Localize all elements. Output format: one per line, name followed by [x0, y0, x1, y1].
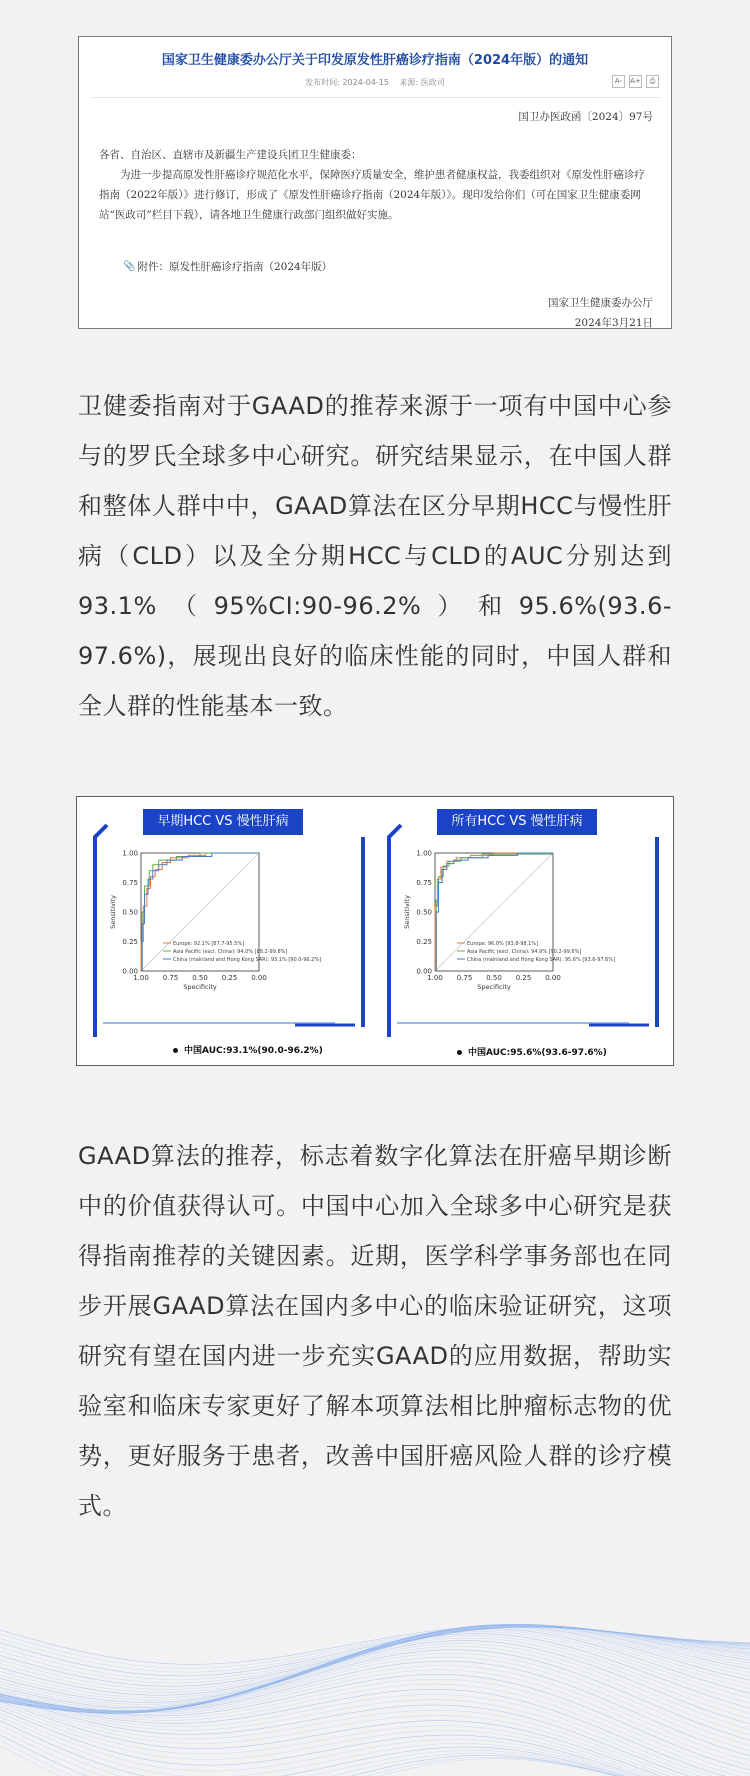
x-tick-label: 1.00	[427, 974, 443, 982]
roc-figure	[76, 796, 674, 1066]
text-tools	[612, 75, 659, 88]
attachment-label: 附件：原发性肝癌诊疗指南（2024年版）	[137, 261, 333, 273]
legend-entry: Asia Pacific (excl. China): 94.9% [90.2-99.6%]	[467, 949, 582, 955]
font-increase-button[interactable]: A+	[629, 75, 642, 88]
legend-entry: Europe: 92.1% [87.7-95.5%]	[173, 941, 245, 947]
wave-line	[0, 1653, 750, 1745]
y-tick-label: 0.00	[416, 967, 432, 976]
x-tick-label: 0.00	[545, 974, 561, 982]
decorative-waves	[0, 1520, 750, 1776]
y-tick-label: 0.50	[122, 908, 138, 917]
wave-line	[0, 1713, 750, 1776]
frame-bracket-left	[95, 825, 107, 1037]
frame-bracket-left	[389, 825, 401, 1037]
issue-date: 2024年3月21日	[574, 317, 653, 329]
y-axis-label: Sensitivity	[403, 895, 411, 929]
legend-entry: China (mainland and Hong Kong SAR): 95.6% [93.6-97.6%]	[467, 957, 616, 963]
legend-entry: China (mainland and Hong Kong SAR): 93.1% [90.0-96.2%]	[173, 957, 322, 963]
roc-chart-all	[377, 797, 669, 1067]
x-tick-label: 0.25	[515, 974, 532, 982]
y-tick-label: 0.50	[416, 908, 432, 917]
china-auc	[457, 1045, 607, 1058]
y-tick-label: 0.75	[416, 879, 432, 887]
x-tick-label: 0.50	[192, 974, 208, 982]
roc-panel-all	[377, 797, 669, 1067]
font-decrease-button[interactable]: A-	[612, 75, 625, 88]
y-tick-label: 0.25	[416, 938, 432, 946]
print-icon[interactable]: ⎙	[646, 75, 659, 88]
y-tick-label: 1.00	[122, 849, 138, 858]
wave-line	[0, 1689, 750, 1776]
legend-entry: Europe: 96.0% [93.8-98.1%]	[467, 941, 539, 947]
attachment-link[interactable]	[123, 259, 332, 274]
notice-meta	[79, 77, 671, 88]
panel-title: 早期HCC VS 慢性肝病	[143, 809, 303, 835]
panel-title: 所有HCC VS 慢性肝病	[437, 809, 597, 835]
bullet-icon	[173, 1048, 178, 1053]
roc-panel-early	[83, 797, 375, 1067]
x-tick-label: 1.00	[133, 974, 149, 982]
y-tick-label: 0.25	[122, 938, 138, 946]
china-auc	[173, 1043, 323, 1056]
legend-entry: Asia Pacific (excl. China): 94.0% [88.2-99.8%]	[173, 949, 288, 955]
y-tick-label: 0.75	[122, 879, 138, 887]
y-axis-label: Sensitivity	[109, 895, 117, 929]
x-tick-label: 0.25	[221, 974, 238, 982]
wave-line	[0, 1625, 750, 1713]
x-axis-label: Specificity	[183, 983, 217, 991]
source: 来源: 医政司	[399, 78, 445, 87]
issuing-office: 国家卫生健康委办公厅	[548, 297, 653, 309]
x-tick-label: 0.75	[162, 974, 179, 982]
china-auc-label: 中国AUC:95.6%(93.6-97.6%)	[468, 1048, 607, 1058]
paragraph-1: 卫健委指南对于GAAD的推荐来源于一项有中国中心参与的罗氏全球多中心研究。研究结果显示，在中国人群和整体人群中中，GAAD算法在区分早期HCC与慢性肝病（CLD）以及全分期HCC与CLD的AUC分别达到93.1%（95%CI:90-96.2%）和95.6%(93.6-97.6%)，展现出良好的临床性能的同时，中国人群和全人群的性能基本一致。	[78, 392, 672, 720]
notice-card	[78, 36, 672, 329]
x-tick-label: 0.50	[486, 974, 502, 982]
notice-body: 为进一步提高原发性肝癌诊疗规范化水平，保障医疗质量安全，维护患者健康权益，我委组织对《原发性肝癌诊疗指南（2022年版）》进行修订，形成了《原发性肝癌诊疗指南（2024年版）》。现印发给你们（可在国家卫生健康委网站“医政司”栏目下载），请各地卫生健康行政部门组织做好实施。	[99, 169, 645, 221]
y-tick-label: 0.00	[122, 967, 138, 976]
wave-line	[0, 1647, 750, 1735]
wave-line	[0, 1735, 750, 1776]
x-tick-label: 0.00	[251, 974, 267, 982]
x-tick-label: 0.75	[456, 974, 473, 982]
publish-date: 发布时间: 2024-04-15	[305, 78, 389, 87]
x-axis-label: Specificity	[477, 983, 511, 991]
divider	[91, 97, 659, 98]
y-tick-label: 1.00	[416, 849, 432, 858]
wave-line	[0, 1725, 750, 1776]
china-auc-label: 中国AUC:93.1%(90.0-96.2%)	[184, 1046, 323, 1056]
roc-chart-early	[83, 797, 375, 1067]
attachment-icon: 📎	[123, 261, 136, 272]
notice-title: 国家卫生健康委办公厅关于印发原发性肝癌诊疗指南（2024年版）的通知	[161, 53, 589, 68]
document-number: 国卫办医政函〔2024〕97号	[518, 111, 653, 123]
addressee: 各省、自治区、直辖市及新疆生产建设兵团卫生健康委：	[99, 149, 362, 161]
paragraph-2: GAAD算法的推荐，标志着数字化算法在肝癌早期诊断中的价值获得认可。中国中心加入全球多中心研究是获得指南推荐的关键因素。近期，医学科学事务部也在同步开展GAAD算法在国内多中心的临床验证研究，这项研究有望在国内进一步充实GAAD的应用数据，帮助实验室和临床专家更好了解本项算法相比肿瘤标志物的优势，更好服务于患者，改善中国肝癌风险人群的诊疗模式。	[78, 1142, 672, 1520]
bullet-icon	[457, 1050, 462, 1055]
